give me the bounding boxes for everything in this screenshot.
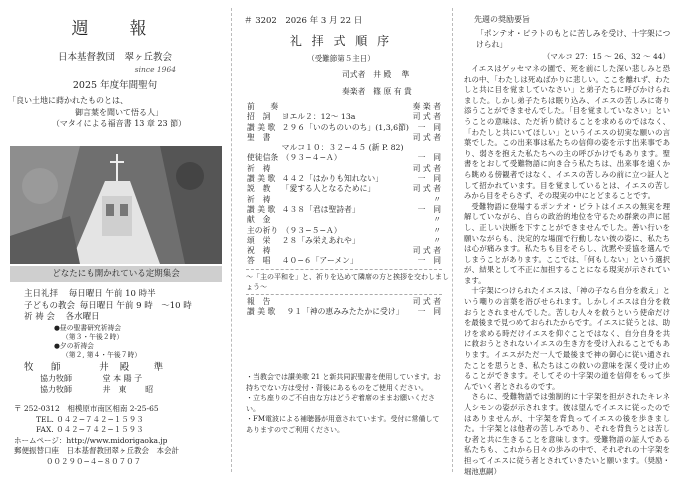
schedule-name: 主日礼拝 xyxy=(24,289,59,299)
motto-ref: （マタイによる福音書 13 章 23 節） xyxy=(51,119,187,128)
divider xyxy=(246,269,442,270)
order-item: 祝 祷 xyxy=(247,246,271,256)
order-content: ２９６「いのちのいのち」(1,3,6節) xyxy=(281,122,409,132)
order-item: 讃 美 歌 xyxy=(247,307,276,317)
order-row xyxy=(246,215,442,225)
order-row xyxy=(246,236,442,246)
order-row xyxy=(246,307,442,317)
pastor-name: 井 殿 準 xyxy=(99,362,168,373)
order-content: （９３−５−Ａ） xyxy=(281,225,342,235)
pastor-role: 牧 師 xyxy=(24,362,65,373)
order-row xyxy=(246,174,442,184)
schedule-row xyxy=(24,312,230,324)
order-content xyxy=(281,215,410,225)
sermon-topic: 「ポンテオ・ピラトのもとに苦しみを受け、十字架につけられ」 xyxy=(476,29,671,49)
sermon-body xyxy=(464,64,670,477)
bulletin-title: 週 報 xyxy=(71,19,159,39)
homepage-link[interactable]: ホームページ：http://www.midorigaoka.jp xyxy=(14,435,168,445)
motto-line-1: 「良い土地に蒔かれたものとは、 xyxy=(8,96,128,105)
order-who: 一 同 xyxy=(417,204,441,214)
schedule-time: 各水曜日 xyxy=(65,312,100,322)
since-label: since 1964 xyxy=(134,65,176,74)
schedule-time: 毎日曜日 午前 10 時半 xyxy=(68,289,156,299)
address: 〒 252-0312 相模原市南区相南 2-25-65 xyxy=(14,404,159,413)
order-who: 〃 xyxy=(433,215,441,225)
order-item: 説 教 xyxy=(247,184,271,194)
order-content: マルコ１０：３２−４５ (新 P. 82) xyxy=(281,143,404,153)
order-item: 答 唱 xyxy=(247,256,271,266)
order-content: （９３−４−Ａ） xyxy=(281,153,342,163)
order-who: 司 式 者 xyxy=(412,246,441,256)
schedule-name: 祈 祷 会 xyxy=(24,312,55,322)
sermon-ref: （マルコ 27：15 〜 26、32 〜 44） xyxy=(542,52,670,61)
left-column xyxy=(0,0,230,480)
order-content: ４３８「君は聖詩者」 xyxy=(281,204,360,214)
order-content xyxy=(281,102,410,112)
order-row xyxy=(246,184,442,194)
order-row xyxy=(246,153,442,163)
church-illustration-icon xyxy=(10,146,222,264)
schedule-name: 子どもの教会 xyxy=(24,300,76,311)
assistant-role: 協力牧師 xyxy=(40,385,72,394)
organist: 奏楽者 篠 原 有 貴 xyxy=(342,86,412,96)
order-who: 一 同 xyxy=(417,307,441,317)
motto-text xyxy=(8,95,230,130)
note-item: ・立ち座りのご不自由な方はどうぞ着席のままお願いください。 xyxy=(246,394,435,413)
order-content xyxy=(281,246,410,256)
postal-account: 郵便振替口座 日本基督教団翠ヶ丘教会 本会計 xyxy=(14,446,179,455)
order-item: 讃 美 歌 xyxy=(247,122,276,132)
order-item: 主の祈り xyxy=(247,225,279,235)
prayer-note: （第２, 第４・午後７時） xyxy=(62,350,142,359)
order-item: 祈 祷 xyxy=(247,163,271,173)
order-row xyxy=(246,256,442,266)
sermon-paragraph: イエスはゲッセマネの園で、死を前にした深い悲しみと恐れの中、「わたしは死ぬばかりに悲しい。ここを離れず、わたしと共に目を覚ましていなさい」と弟子たちに呼びかけられました。しかし弟子たちは眠り込み、イエスの苦しみに寄り添うことができませんでした。「目を覚ましていなさい」ということの意味は、ただ祈り続けることを求めるのではなく、「わたしと共にいてほしい」というイエスの切実な願いの言葉でした。この出来事は私たちの信仰の姿を示す出来事であり、弱さを抱えた私たちへの主の呼びかけでもあります。聖書をとおして受難物語に向き合う私たちは、出来事を遠くから眺める傍観者ではなく、イエスの苦しみの前に立つ証人として招かれています。目を覚ましているとは、イエスの苦しみから目をそらさず、その現実の中にとどまることです。 xyxy=(464,64,670,201)
officiant: 司式者 井 殿 準 xyxy=(342,70,410,79)
sermon-paragraph: 十字架につけられたイエスは、「神の子なら自分を救え」という嘲りの言葉を浴びせられます。しかしイエスは自分を救おうとされませんでした。苦しむ人々を救うという使命だけを最後まで見つめておられたからです。イエスに従うとは、助けを求める時だけイエスを仰ぐことではなく、自分自身を共に救おうとされないイエスの生き方を受け入れることでもあります。イエスがただ一人で最後まで神の御心に従い通されたことを思うとき、私たちはこの救いの意味を深く受け止めることができます。そしてその十字架の道を信仰をもって歩んでいく者とされるのです。 xyxy=(464,286,670,391)
schedule-row xyxy=(24,289,230,301)
contact-info xyxy=(14,404,228,467)
order-item: 讃 美 歌 xyxy=(247,174,276,184)
order-content xyxy=(281,195,410,205)
order-item: 祈 祷 xyxy=(247,194,271,204)
order-who: 司 式 者 xyxy=(412,132,441,142)
divider xyxy=(246,294,442,295)
order-who: 司 式 者 xyxy=(412,184,441,194)
order-row xyxy=(246,123,442,133)
right-column xyxy=(456,0,678,480)
schedule-time: 毎日曜日 午前 9 時 〜10 時 xyxy=(79,300,192,311)
order-row xyxy=(246,246,442,256)
middle-column xyxy=(232,0,450,480)
order-row xyxy=(246,226,442,236)
order-content: ９１「神の恵みみたたかに受け」 xyxy=(286,307,404,317)
order-row xyxy=(246,112,442,122)
church-photo xyxy=(10,146,222,264)
order-content xyxy=(281,133,410,143)
order-who: 〃 xyxy=(433,194,441,204)
order-item: 献 金 xyxy=(247,215,271,225)
order-item: 頌 栄 xyxy=(247,235,271,245)
order-title: 礼 拝 式 順 序 xyxy=(289,34,393,48)
worship-order-after-table xyxy=(246,297,442,318)
order-who: 奏 楽 者 xyxy=(412,102,441,111)
order-item: 招 詞 xyxy=(247,112,271,122)
pastor-section xyxy=(24,362,230,395)
order-row xyxy=(246,102,442,112)
prayer-note: （第３・午後２時） xyxy=(62,332,124,341)
order-content: ２８「み栄えあれや」 xyxy=(281,235,360,245)
phone: TEL. ０４２−７４２−１５９３ xyxy=(36,414,144,424)
order-item: 聖 書 xyxy=(247,132,271,142)
schedule-row xyxy=(24,301,230,313)
notes xyxy=(246,372,442,435)
assistant-name: 井 東 昭 xyxy=(102,385,154,394)
order-subtitle: （受難節第５主日） xyxy=(307,54,375,63)
note-item: ・当教会では讃美歌 21 と新共同訳聖書を使用しています。お持ちでない方は受付・背後にあるものをご使用ください。 xyxy=(246,373,441,392)
order-who: 一 同 xyxy=(417,256,441,266)
prayer-note: ●昼の聖書研究祈祷会 xyxy=(54,323,122,332)
order-who: 〃 xyxy=(433,225,441,235)
order-row xyxy=(246,195,442,205)
motto-heading: 2025 年度年間聖句 xyxy=(72,80,158,91)
prayer-note: ●夕の祈祷会 xyxy=(54,341,94,350)
meetings-banner: どなたにも開かれている定期集会 xyxy=(10,266,222,282)
order-who: 一 同 xyxy=(417,174,441,184)
order-item xyxy=(246,143,281,153)
assistant-name: 堂 本 陽 子 xyxy=(102,374,143,383)
order-content xyxy=(285,297,404,307)
order-row xyxy=(246,133,442,143)
sermon-paragraph: さらに、受難物語では強制的に十字架を担がされたキレネ人シモンの姿が示されます。彼は望んでイエスに従ったのではありませんが、十字架を背負ってイエスの後を歩きました。十字架とは他者の苦しみであり、それを背負うとは苦しむ者と共に生きることを意味します。受難物語の証人である私たちも、これから日々の歩みの中で、それぞれの十字架を担ってイエスに従う者とされていきたいと願います。（奨励・堀池恵嗣） xyxy=(464,392,670,476)
order-who: 司 式 者 xyxy=(412,163,441,173)
sermon-paragraph: 受難物語に登場するポンテオ・ピラトはイエスの無実を理解していながら、自らの政治的地位を守るため群衆の声に屈し、正しい決断を下すことができませんでした。善い行いを願いながらも、決定的な場面で行動しない彼の姿に、私たちは心が痛みます。私たちも目をそらし、沈黙や妥協を選んでしまうことがあります。ここでは、「何もしない」という選択が、結果として不正に加担することになる現実が示されています。 xyxy=(464,201,670,285)
order-row xyxy=(246,164,442,174)
sermon-section-title: 先週の奨励要旨 xyxy=(474,15,530,24)
assistant-role: 協力牧師 xyxy=(40,374,72,383)
order-who: 一 同 xyxy=(417,153,441,163)
order-content: ヨエル２：12〜 13a xyxy=(281,112,356,122)
order-who: 司 式 者 xyxy=(412,112,441,122)
order-content: 「愛する人となるために」 xyxy=(281,184,376,194)
motto-line-2: 御言葉を聞いて悟る人」 xyxy=(75,107,163,117)
order-item: 讃 美 歌 xyxy=(247,204,276,214)
order-content: ４０−６「アーメン」 xyxy=(281,256,358,266)
order-content xyxy=(281,164,410,174)
worship-order-table xyxy=(246,102,442,267)
issue-header: ＃ 3202 2026 年 3 月 22 日 xyxy=(244,16,363,26)
order-row xyxy=(246,297,442,307)
church-name: 日本基督教団 翠ヶ丘教会 xyxy=(57,52,172,63)
column-divider xyxy=(452,8,453,472)
order-row xyxy=(246,205,442,215)
order-item: 前 奏 xyxy=(247,102,279,111)
order-item: 使徒信条 xyxy=(247,153,279,163)
meeting-schedule xyxy=(24,289,230,360)
order-content: ４４２「はかりも知れない」 xyxy=(281,174,384,184)
order-row xyxy=(246,143,442,153)
order-item: 報 告 xyxy=(247,296,271,306)
order-who: 〃 xyxy=(433,235,441,245)
order-who: 司 式 者 xyxy=(412,296,441,306)
order-who: 一 同 xyxy=(417,122,441,132)
fax: FAX. ０４２−７４２−１５９３ xyxy=(36,425,144,434)
note-item: ・FM電波による補聴器が用意されています。受付に常備してありますのでご利用ください。 xyxy=(246,415,440,434)
postal-number: ００２９０−４−８０７０７ xyxy=(46,456,142,466)
peace-note: 〜「主の平和を」と、祈りを込めて隣席の方と挨拶を交わしましょう〜 xyxy=(246,272,449,291)
order-who xyxy=(410,143,442,153)
